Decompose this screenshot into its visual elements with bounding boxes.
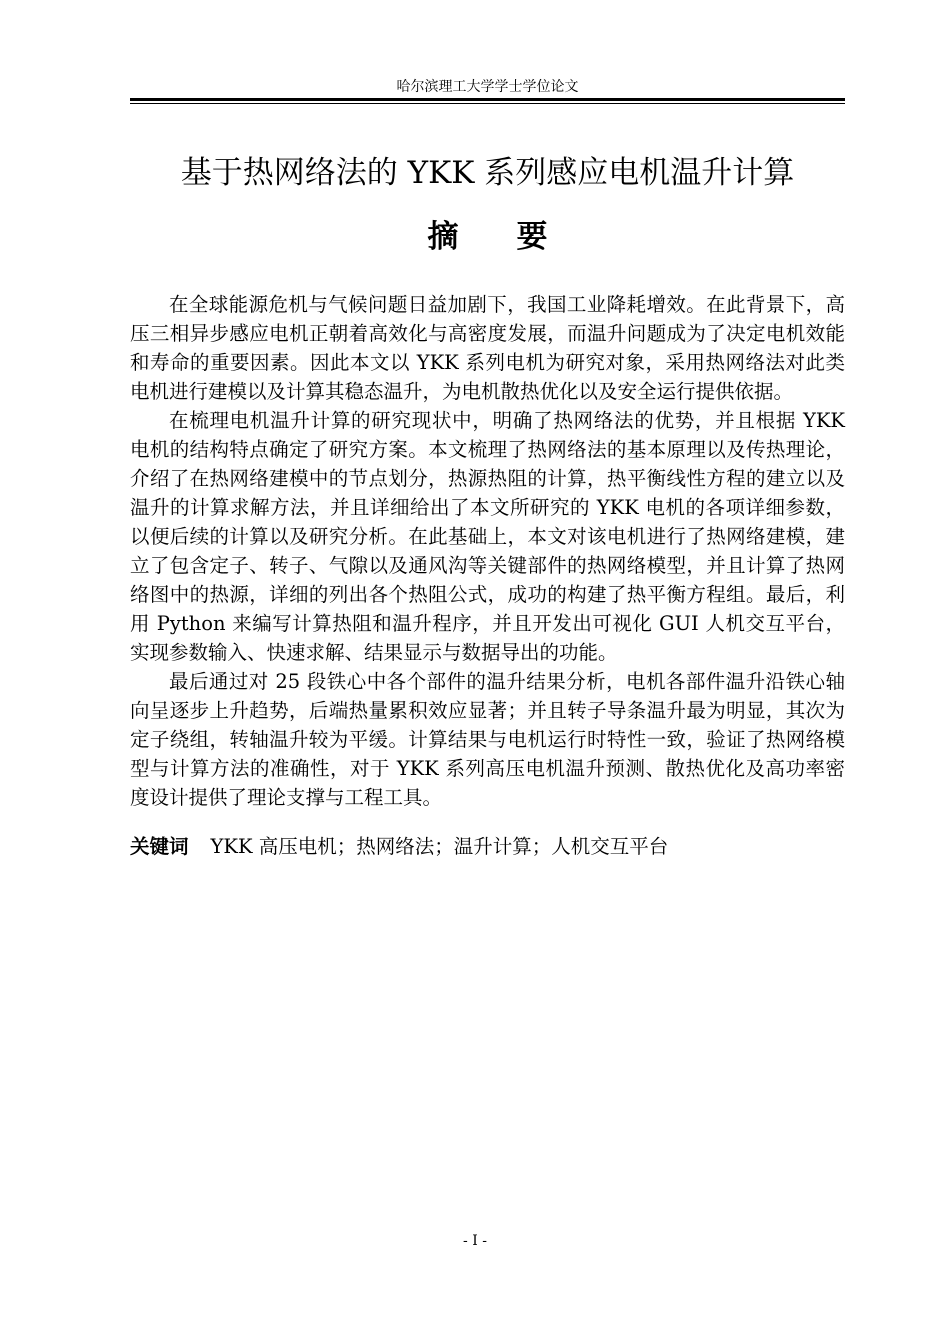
abstract-body <box>130 290 845 812</box>
thesis-title: 基于热网络法的 YKK 系列感应电机温升计算 <box>180 155 795 191</box>
page-number: - I - <box>463 1233 487 1249</box>
abstract-heading: 摘要 <box>427 219 606 255</box>
running-header: 哈尔滨理工大学学士学位论文 <box>396 79 579 95</box>
header-rule-thick <box>130 98 845 101</box>
abstract-paragraph-3: 最后通过对 25 段铁心中各个部件的温升结果分析，电机各部件温升沿铁心轴向呈逐步上升趋势，后端热量累积效应显著；并且转子导条温升最为明显，其次为定子绕组，转轴温升较为平缓。计算结果与电机运行时特性一致，验证了热网络模型与计算方法的准确性，对于 YKK 系列高压电机温升预测、散热优化及高功率密度设计提供了理论支撑与工程工具。 <box>130 670 845 809</box>
abstract-paragraph-1: 在全球能源危机与气候问题日益加剧下，我国工业降耗增效。在此背景下，高压三相异步感应电机正朝着高效化与高密度发展，而温升问题成为了决定电机效能和寿命的重要因素。因此本文以 YKK 系列电机为研究对象，采用热网络法对此类电机进行建模以及计算其稳态温升，为电机散热优化以及安全运行提供依据。 <box>130 293 845 403</box>
header-rule-thin <box>130 103 845 104</box>
keywords-line <box>130 832 845 861</box>
abstract-paragraph-2: 在梳理电机温升计算的研究现状中，明确了热网络法的优势，并且根据 YKK 电机的结构特点确定了研究方案。本文梳理了热网络法的基本原理以及传热理论，介绍了在热网络建模中的节点划分，热源热阻的计算，热平衡线性方程的建立以及温升的计算求解方法，并且详细给出了本文所研究的 YKK 电机的各项详细参数，以便后续的计算以及研究分析。在此基础上，本文对该电机进行了热网络建模，建立了包含定子、转子、气隙以及通风沟等关键部件的热网络模型，并且计算了热网络图中的热源，详细的列出各个热阻公式，成功的构建了热平衡方程组。最后，利用 Python 来编写计算热阻和温升程序，并且开发出可视化 GUI 人机交互平台，实现参数输入、快速求解、结果显示与数据导出的功能。 <box>130 409 845 664</box>
keywords-label: 关键词 <box>130 835 189 858</box>
keywords-text: YKK 高压电机；热网络法；温升计算；人机交互平台 <box>210 835 669 858</box>
